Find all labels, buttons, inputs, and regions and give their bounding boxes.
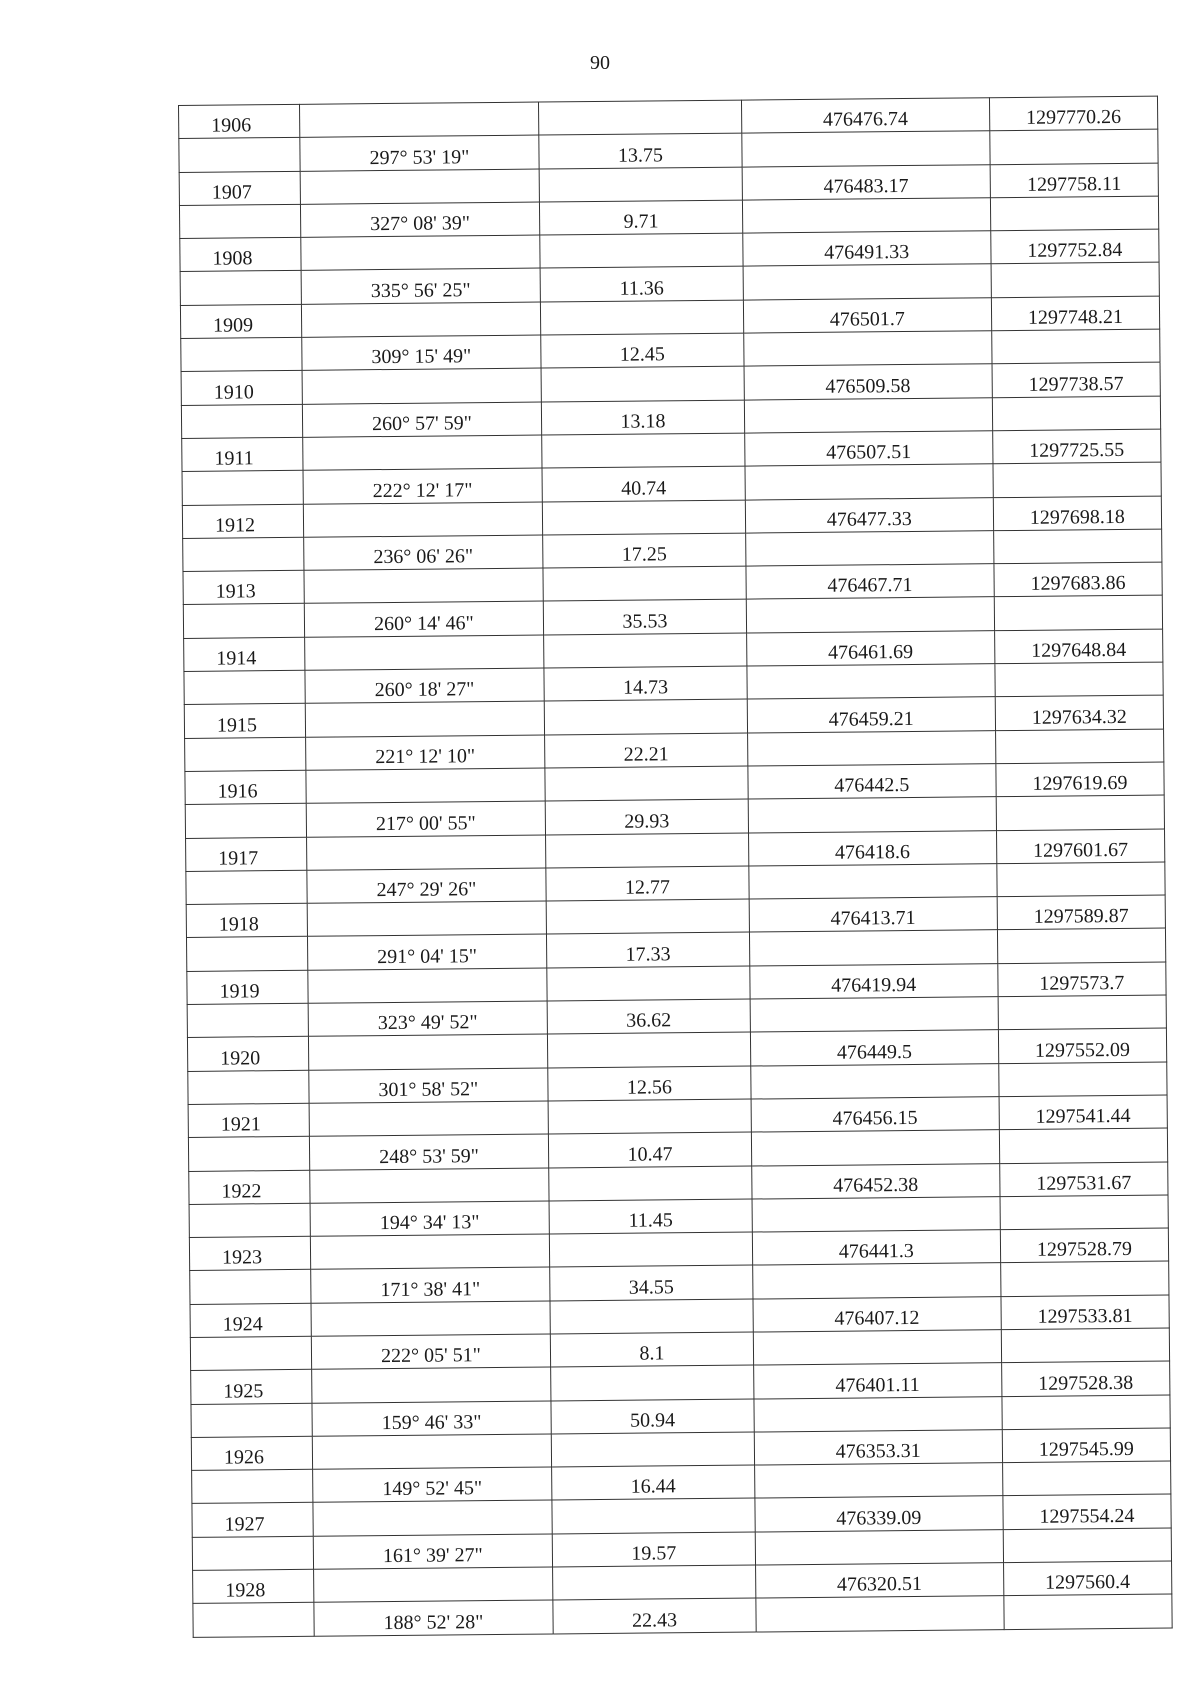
empty-cell bbox=[745, 531, 993, 567]
empty-cell bbox=[188, 1070, 309, 1104]
northing-cell: 476407.12 bbox=[753, 1296, 1001, 1332]
empty-cell bbox=[1002, 1461, 1171, 1496]
empty-cell bbox=[313, 1500, 553, 1536]
station-id-cell: 1924 bbox=[190, 1303, 311, 1337]
station-id-cell: 1906 bbox=[179, 104, 300, 138]
empty-cell bbox=[179, 138, 300, 172]
bearing-cell: 327° 08' 39" bbox=[300, 202, 540, 238]
station-id-cell: 1923 bbox=[189, 1236, 310, 1270]
station-id-cell: 1919 bbox=[187, 970, 308, 1004]
empty-cell bbox=[185, 737, 306, 771]
empty-cell bbox=[745, 464, 993, 500]
northing-cell: 476476.74 bbox=[741, 98, 989, 134]
easting-cell: 1297752.84 bbox=[991, 229, 1160, 264]
empty-cell bbox=[310, 1234, 550, 1270]
empty-cell bbox=[752, 1196, 1000, 1232]
station-id-cell: 1917 bbox=[186, 837, 307, 871]
empty-cell bbox=[550, 1299, 753, 1334]
empty-cell bbox=[183, 537, 304, 571]
easting-cell: 1297601.67 bbox=[996, 829, 1165, 864]
station-id-cell: 1912 bbox=[182, 504, 303, 538]
empty-cell bbox=[192, 1536, 313, 1570]
empty-cell bbox=[997, 928, 1166, 963]
empty-cell bbox=[311, 1367, 551, 1403]
empty-cell bbox=[754, 1463, 1002, 1499]
distance-cell: 11.36 bbox=[540, 267, 743, 302]
northing-cell: 476401.11 bbox=[753, 1363, 1001, 1399]
northing-cell: 476459.21 bbox=[747, 697, 995, 733]
empty-cell bbox=[742, 198, 990, 234]
empty-cell bbox=[749, 930, 997, 966]
empty-cell bbox=[540, 233, 743, 268]
empty-cell bbox=[1001, 1328, 1170, 1363]
distance-cell: 12.56 bbox=[548, 1066, 751, 1101]
empty-cell bbox=[996, 795, 1165, 830]
empty-cell bbox=[1003, 1528, 1172, 1563]
empty-cell bbox=[991, 329, 1160, 364]
empty-cell bbox=[191, 1403, 312, 1437]
northing-cell: 476452.38 bbox=[751, 1163, 999, 1199]
easting-cell: 1297758.11 bbox=[990, 163, 1159, 198]
empty-cell bbox=[1004, 1594, 1173, 1629]
easting-cell: 1297748.21 bbox=[991, 296, 1160, 331]
empty-cell bbox=[185, 804, 306, 838]
empty-cell bbox=[553, 1565, 756, 1600]
page-number: 90 bbox=[590, 52, 610, 74]
empty-cell bbox=[747, 730, 995, 766]
station-id-cell: 1915 bbox=[184, 704, 305, 738]
empty-cell bbox=[1002, 1395, 1171, 1430]
easting-cell: 1297589.87 bbox=[997, 895, 1166, 930]
empty-cell bbox=[183, 604, 304, 638]
northing-cell: 476501.7 bbox=[743, 297, 991, 333]
empty-cell bbox=[187, 1003, 308, 1037]
northing-cell: 476467.71 bbox=[746, 564, 994, 600]
northing-cell: 476419.94 bbox=[750, 963, 998, 999]
empty-cell bbox=[549, 1232, 752, 1267]
empty-cell bbox=[751, 1130, 999, 1166]
station-id-cell: 1928 bbox=[193, 1569, 314, 1603]
empty-cell bbox=[549, 1166, 752, 1201]
empty-cell bbox=[545, 766, 748, 801]
station-id-cell: 1922 bbox=[189, 1170, 310, 1204]
bearing-cell: 309° 15' 49" bbox=[301, 335, 541, 371]
distance-cell: 13.18 bbox=[541, 400, 744, 435]
empty-cell bbox=[753, 1330, 1001, 1366]
survey-coordinates-table bbox=[178, 96, 1173, 1638]
easting-cell: 1297770.26 bbox=[989, 96, 1158, 131]
empty-cell bbox=[551, 1365, 754, 1400]
empty-cell bbox=[547, 966, 750, 1001]
northing-cell: 476491.33 bbox=[743, 231, 991, 267]
northing-cell: 476483.17 bbox=[742, 164, 990, 200]
distance-cell: 16.44 bbox=[552, 1465, 755, 1500]
bearing-cell: 188° 52' 28" bbox=[314, 1600, 554, 1636]
empty-cell bbox=[190, 1270, 311, 1304]
empty-cell bbox=[544, 633, 747, 668]
empty-cell bbox=[308, 968, 548, 1004]
empty-cell bbox=[304, 635, 544, 671]
empty-cell bbox=[181, 404, 302, 438]
northing-cell: 476442.5 bbox=[748, 764, 996, 800]
station-id-cell: 1909 bbox=[180, 304, 301, 338]
empty-cell bbox=[993, 529, 1162, 564]
distance-cell: 35.53 bbox=[543, 600, 746, 635]
distance-cell: 12.45 bbox=[541, 333, 744, 368]
empty-cell bbox=[190, 1336, 311, 1370]
empty-cell bbox=[1000, 1195, 1169, 1230]
station-id-cell: 1914 bbox=[184, 637, 305, 671]
easting-cell: 1297528.38 bbox=[1001, 1361, 1170, 1396]
station-id-cell: 1927 bbox=[192, 1503, 313, 1537]
distance-cell: 12.77 bbox=[546, 866, 749, 901]
empty-cell bbox=[999, 1062, 1168, 1097]
easting-cell: 1297698.18 bbox=[993, 496, 1162, 531]
bearing-cell: 161° 39' 27" bbox=[313, 1534, 553, 1570]
easting-cell: 1297533.81 bbox=[1001, 1295, 1170, 1330]
northing-cell: 476441.3 bbox=[752, 1230, 1000, 1266]
empty-cell bbox=[313, 1567, 553, 1603]
empty-cell bbox=[751, 1063, 999, 1099]
empty-cell bbox=[997, 862, 1166, 897]
easting-cell: 1297725.55 bbox=[992, 429, 1161, 464]
distance-cell: 19.57 bbox=[552, 1532, 755, 1567]
empty-cell bbox=[995, 729, 1164, 764]
empty-cell bbox=[994, 596, 1163, 631]
empty-cell bbox=[300, 169, 540, 205]
empty-cell bbox=[184, 670, 305, 704]
bearing-cell: 297° 53' 19" bbox=[300, 135, 540, 171]
bearing-cell: 221° 12' 10" bbox=[305, 735, 545, 771]
northing-cell: 476418.6 bbox=[748, 830, 996, 866]
empty-cell bbox=[750, 997, 998, 1033]
easting-cell: 1297528.79 bbox=[1000, 1228, 1169, 1263]
empty-cell bbox=[548, 1032, 751, 1067]
easting-cell: 1297554.24 bbox=[1003, 1495, 1172, 1530]
empty-cell bbox=[301, 302, 541, 338]
easting-cell: 1297619.69 bbox=[996, 762, 1165, 797]
empty-cell bbox=[998, 995, 1167, 1030]
empty-cell bbox=[303, 502, 543, 538]
bearing-cell: 159° 46' 33" bbox=[312, 1401, 552, 1437]
easting-cell: 1297545.99 bbox=[1002, 1428, 1171, 1463]
distance-cell: 14.73 bbox=[544, 666, 747, 701]
station-id-cell: 1908 bbox=[180, 238, 301, 272]
empty-cell bbox=[312, 1434, 552, 1470]
distance-cell: 29.93 bbox=[545, 799, 748, 834]
bearing-cell: 260° 18' 27" bbox=[305, 668, 545, 704]
empty-cell bbox=[742, 131, 990, 167]
station-id-cell: 1921 bbox=[188, 1103, 309, 1137]
easting-cell: 1297541.44 bbox=[999, 1095, 1168, 1130]
empty-cell bbox=[311, 1301, 551, 1337]
empty-cell bbox=[299, 102, 539, 138]
empty-cell bbox=[193, 1603, 314, 1637]
bearing-cell: 260° 14' 46" bbox=[304, 601, 544, 637]
easting-cell: 1297531.67 bbox=[999, 1162, 1168, 1197]
northing-cell: 476461.69 bbox=[746, 630, 994, 666]
empty-cell bbox=[746, 597, 994, 633]
empty-cell bbox=[542, 500, 745, 535]
northing-cell: 476320.51 bbox=[755, 1563, 1003, 1599]
empty-cell bbox=[999, 1128, 1168, 1163]
empty-cell bbox=[539, 100, 742, 135]
empty-cell bbox=[304, 568, 544, 604]
empty-cell bbox=[539, 167, 742, 202]
empty-cell bbox=[546, 833, 749, 868]
bearing-cell: 222° 12' 17" bbox=[303, 468, 543, 504]
empty-cell bbox=[551, 1432, 754, 1467]
empty-cell bbox=[186, 937, 307, 971]
empty-cell bbox=[744, 397, 992, 433]
distance-cell: 8.1 bbox=[550, 1332, 753, 1367]
empty-cell bbox=[752, 1263, 1000, 1299]
station-id-cell: 1918 bbox=[186, 903, 307, 937]
bearing-cell: 291° 04' 15" bbox=[307, 934, 547, 970]
empty-cell bbox=[301, 235, 541, 271]
station-id-cell: 1911 bbox=[182, 437, 303, 471]
easting-cell: 1297683.86 bbox=[994, 562, 1163, 597]
empty-cell bbox=[756, 1596, 1004, 1632]
northing-cell: 476449.5 bbox=[750, 1030, 998, 1066]
bearing-cell: 301° 58' 52" bbox=[309, 1068, 549, 1104]
empty-cell bbox=[302, 435, 542, 471]
distance-cell: 17.25 bbox=[543, 533, 746, 568]
empty-cell bbox=[990, 129, 1159, 164]
bearing-cell: 171° 38' 41" bbox=[310, 1267, 550, 1303]
empty-cell bbox=[309, 1167, 549, 1203]
empty-cell bbox=[188, 1136, 309, 1170]
empty-cell bbox=[182, 471, 303, 505]
empty-cell bbox=[309, 1101, 549, 1137]
empty-cell bbox=[541, 366, 744, 401]
northing-cell: 476477.33 bbox=[745, 497, 993, 533]
empty-cell bbox=[755, 1529, 1003, 1565]
empty-cell bbox=[748, 797, 996, 833]
station-id-cell: 1907 bbox=[179, 171, 300, 205]
empty-cell bbox=[991, 263, 1160, 298]
station-id-cell: 1916 bbox=[185, 770, 306, 804]
empty-cell bbox=[1000, 1261, 1169, 1296]
easting-cell: 1297738.57 bbox=[992, 362, 1161, 397]
empty-cell bbox=[743, 264, 991, 300]
bearing-cell: 217° 00' 55" bbox=[306, 801, 546, 837]
distance-cell: 36.62 bbox=[547, 999, 750, 1034]
empty-cell bbox=[754, 1396, 1002, 1432]
empty-cell bbox=[743, 331, 991, 367]
easting-cell: 1297552.09 bbox=[998, 1028, 1167, 1063]
northing-cell: 476509.58 bbox=[744, 364, 992, 400]
empty-cell bbox=[546, 899, 749, 934]
northing-cell: 476507.51 bbox=[744, 431, 992, 467]
empty-cell bbox=[548, 1099, 751, 1134]
bearing-cell: 247° 29' 26" bbox=[307, 868, 547, 904]
station-id-cell: 1910 bbox=[181, 371, 302, 405]
empty-cell bbox=[305, 701, 545, 737]
distance-cell: 10.47 bbox=[548, 1132, 751, 1167]
empty-cell bbox=[181, 337, 302, 371]
empty-cell bbox=[192, 1469, 313, 1503]
empty-cell bbox=[992, 396, 1161, 431]
northing-cell: 476413.71 bbox=[749, 897, 997, 933]
empty-cell bbox=[993, 462, 1162, 497]
distance-cell: 17.33 bbox=[547, 932, 750, 967]
distance-cell: 40.74 bbox=[542, 466, 745, 501]
empty-cell bbox=[306, 835, 546, 871]
empty-cell bbox=[542, 433, 745, 468]
station-id-cell: 1913 bbox=[183, 570, 304, 604]
distance-cell: 50.94 bbox=[551, 1399, 754, 1434]
station-id-cell: 1920 bbox=[187, 1037, 308, 1071]
distance-cell: 13.75 bbox=[539, 133, 742, 168]
bearing-cell: 149° 52' 45" bbox=[312, 1467, 552, 1503]
empty-cell bbox=[189, 1203, 310, 1237]
station-id-cell: 1925 bbox=[191, 1370, 312, 1404]
empty-cell bbox=[544, 699, 747, 734]
empty-cell bbox=[543, 566, 746, 601]
northing-cell: 476353.31 bbox=[754, 1430, 1002, 1466]
bearing-cell: 222° 05' 51" bbox=[311, 1334, 551, 1370]
bearing-cell: 236° 06' 26" bbox=[303, 535, 543, 571]
easting-cell: 1297560.4 bbox=[1003, 1561, 1172, 1596]
empty-cell bbox=[990, 196, 1159, 231]
easting-cell: 1297634.32 bbox=[995, 695, 1164, 730]
distance-cell: 22.43 bbox=[553, 1598, 756, 1633]
bearing-cell: 248° 53' 59" bbox=[309, 1134, 549, 1170]
distance-cell: 34.55 bbox=[550, 1265, 753, 1300]
empty-cell bbox=[540, 300, 743, 335]
northing-cell: 476339.09 bbox=[755, 1496, 1003, 1532]
table-body bbox=[179, 96, 1173, 1637]
empty-cell bbox=[186, 870, 307, 904]
empty-cell bbox=[749, 864, 997, 900]
empty-cell bbox=[180, 271, 301, 305]
bearing-cell: 194° 34' 13" bbox=[310, 1201, 550, 1237]
distance-cell: 22.21 bbox=[545, 733, 748, 768]
empty-cell bbox=[307, 901, 547, 937]
distance-cell: 9.71 bbox=[540, 200, 743, 235]
station-id-cell: 1926 bbox=[191, 1436, 312, 1470]
bearing-cell: 335° 56' 25" bbox=[301, 269, 541, 305]
distance-cell: 11.45 bbox=[549, 1199, 752, 1234]
empty-cell bbox=[179, 204, 300, 238]
empty-cell bbox=[308, 1034, 548, 1070]
empty-cell bbox=[747, 664, 995, 700]
empty-cell bbox=[552, 1498, 755, 1533]
easting-cell: 1297648.84 bbox=[994, 629, 1163, 664]
northing-cell: 476456.15 bbox=[751, 1097, 999, 1133]
bearing-cell: 260° 57' 59" bbox=[302, 402, 542, 438]
empty-cell bbox=[995, 662, 1164, 697]
bearing-cell: 323° 49' 52" bbox=[308, 1001, 548, 1037]
easting-cell: 1297573.7 bbox=[998, 962, 1167, 997]
empty-cell bbox=[302, 368, 542, 404]
empty-cell bbox=[306, 768, 546, 804]
